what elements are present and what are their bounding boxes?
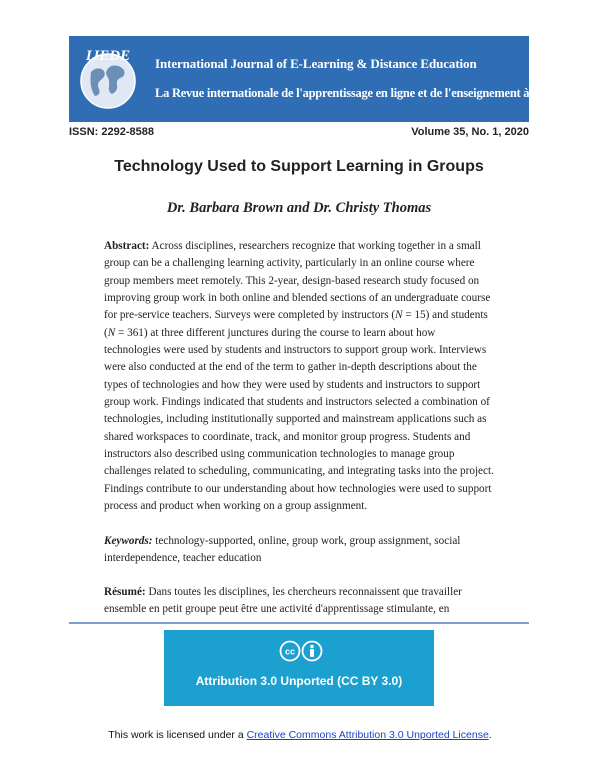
cc-license-badge[interactable] bbox=[164, 630, 434, 706]
ijede-globe-logo-icon bbox=[75, 46, 141, 112]
journal-title-english: International Journal of E-Learning & Distance Education bbox=[155, 56, 477, 71]
keywords-text: technology-supported, online, group work, group assignment, social interdependence, teacher education bbox=[104, 535, 461, 565]
by-person-icon bbox=[303, 642, 322, 661]
page-divider bbox=[69, 622, 529, 624]
abstract-text-1: Across disciplines, researchers recognize that working together in a small group can be a challenging learning activity, particularly in an online course where group members meet remotely. This 2-year, design-based research study focused on improving group work in both online and blended sections of an undergraduate course for pre-service teachers. Surveys were completed by instructors ( bbox=[104, 240, 491, 322]
cc-icon bbox=[279, 640, 323, 662]
issn: ISSN: 2292-8588 bbox=[69, 126, 154, 138]
resume-text: Dans toutes les disciplines, les chercheurs reconnaissent que travailler ensemble en petit groupe peut être une activité d'apprentissage stimulante, en bbox=[104, 586, 462, 616]
svg-text:cc: cc bbox=[284, 646, 296, 657]
article-authors: Dr. Barbara Brown and Dr. Christy Thomas bbox=[166, 200, 432, 216]
license-footer bbox=[0, 729, 600, 741]
volume-info: Volume 35, No. 1, 2020 bbox=[411, 126, 529, 138]
footer-suffix: . bbox=[488, 729, 492, 741]
abstract-text-2: = 15) and students ( bbox=[104, 309, 488, 339]
abstract bbox=[104, 238, 494, 516]
article-title: Technology Used to Support Learning in Groups bbox=[114, 158, 484, 175]
journal-banner bbox=[69, 36, 574, 122]
journal-title-french: La Revue internationale de l'apprentissage en ligne et de l'enseignement à distance bbox=[155, 86, 574, 100]
resume-label: Résumé: bbox=[104, 586, 146, 598]
abstract-label: Abstract: bbox=[104, 240, 150, 252]
n-symbol: N bbox=[395, 309, 403, 322]
cc-license-text: Attribution 3.0 Unported (CC BY 3.0) bbox=[195, 674, 403, 688]
n-symbol: N bbox=[107, 326, 116, 339]
abstract-text-3: = 361) at three different junctures during the course to learn about how technologies were used by students and instructors to support group work. Interviews were also conducted at the end of the term to gather in-depth descriptions about the types of technologies and how they were used by students and instructors to support group work. Findings indicated that students and instructors selected a combination of technologies, including institutionally supported and mainstream applications such as shared workspaces to coordinate, track, and monitor group progress. Students and instructors also described using communication technologies to manage group challenges related to scheduling, communicating, and integrating tasks into the project. Findings contribute to our understanding about how technologies were used to support process and product when working on a group assignment. bbox=[104, 326, 494, 513]
keywords-label: Keywords: bbox=[104, 535, 153, 547]
footer-prefix: This work is licensed under a bbox=[108, 729, 247, 741]
resume bbox=[104, 584, 494, 619]
license-link[interactable]: Creative Commons Attribution 3.0 Unported License bbox=[246, 729, 489, 741]
keywords bbox=[104, 533, 494, 568]
svg-text:IJEDE: IJEDE bbox=[85, 48, 131, 64]
